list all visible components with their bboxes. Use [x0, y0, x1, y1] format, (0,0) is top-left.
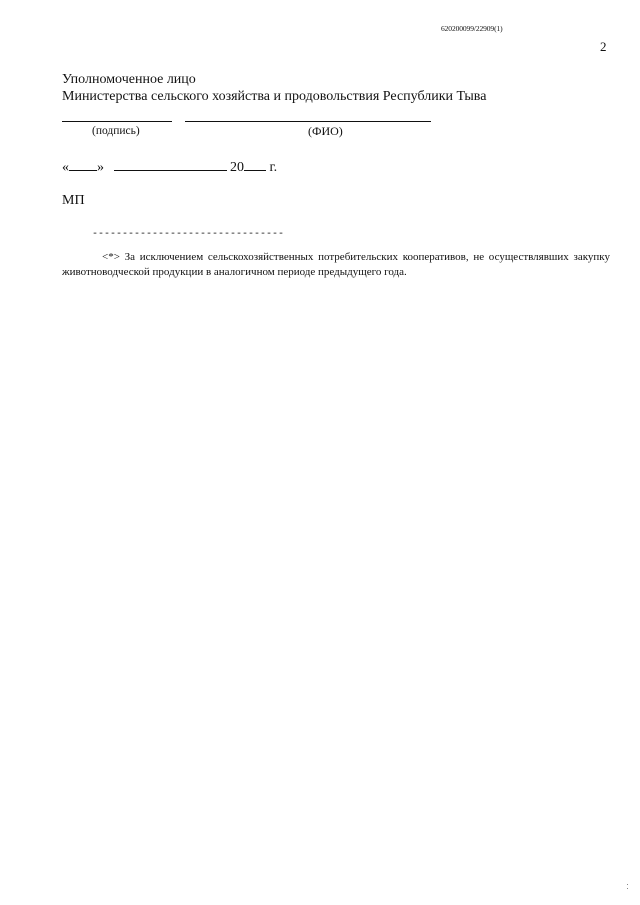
scan-edge-mark	[627, 884, 630, 894]
date-open-quote: «	[62, 160, 69, 175]
signature-line	[62, 121, 172, 122]
date-row	[62, 158, 277, 176]
fio-line	[185, 121, 431, 122]
year-blank	[244, 158, 266, 171]
fio-caption: (ФИО)	[308, 124, 343, 138]
footnote-text: <*> За исключением сельскохозяйственных потребительских кооперативов, не осуществлявших закупку животноводческой продукции в аналогичном периоде предыдущего года.	[62, 251, 610, 278]
day-blank	[69, 158, 97, 171]
document-id: 620200099/22909(1)	[441, 24, 503, 33]
year-suffix: г.	[269, 160, 278, 175]
date-close-quote: »	[97, 160, 104, 175]
year-prefix: 20	[230, 160, 244, 175]
stamp-label: МП	[62, 193, 85, 208]
signature-caption: (подпись)	[92, 125, 140, 137]
official-title: Уполномоченное лицо	[62, 72, 196, 87]
footnote-separator: --------------------------------	[92, 229, 285, 240]
month-blank	[114, 158, 227, 171]
ministry-name: Министерства сельского хозяйства и продовольствия Республики Тыва	[62, 89, 487, 104]
page-number: 2	[600, 39, 607, 54]
